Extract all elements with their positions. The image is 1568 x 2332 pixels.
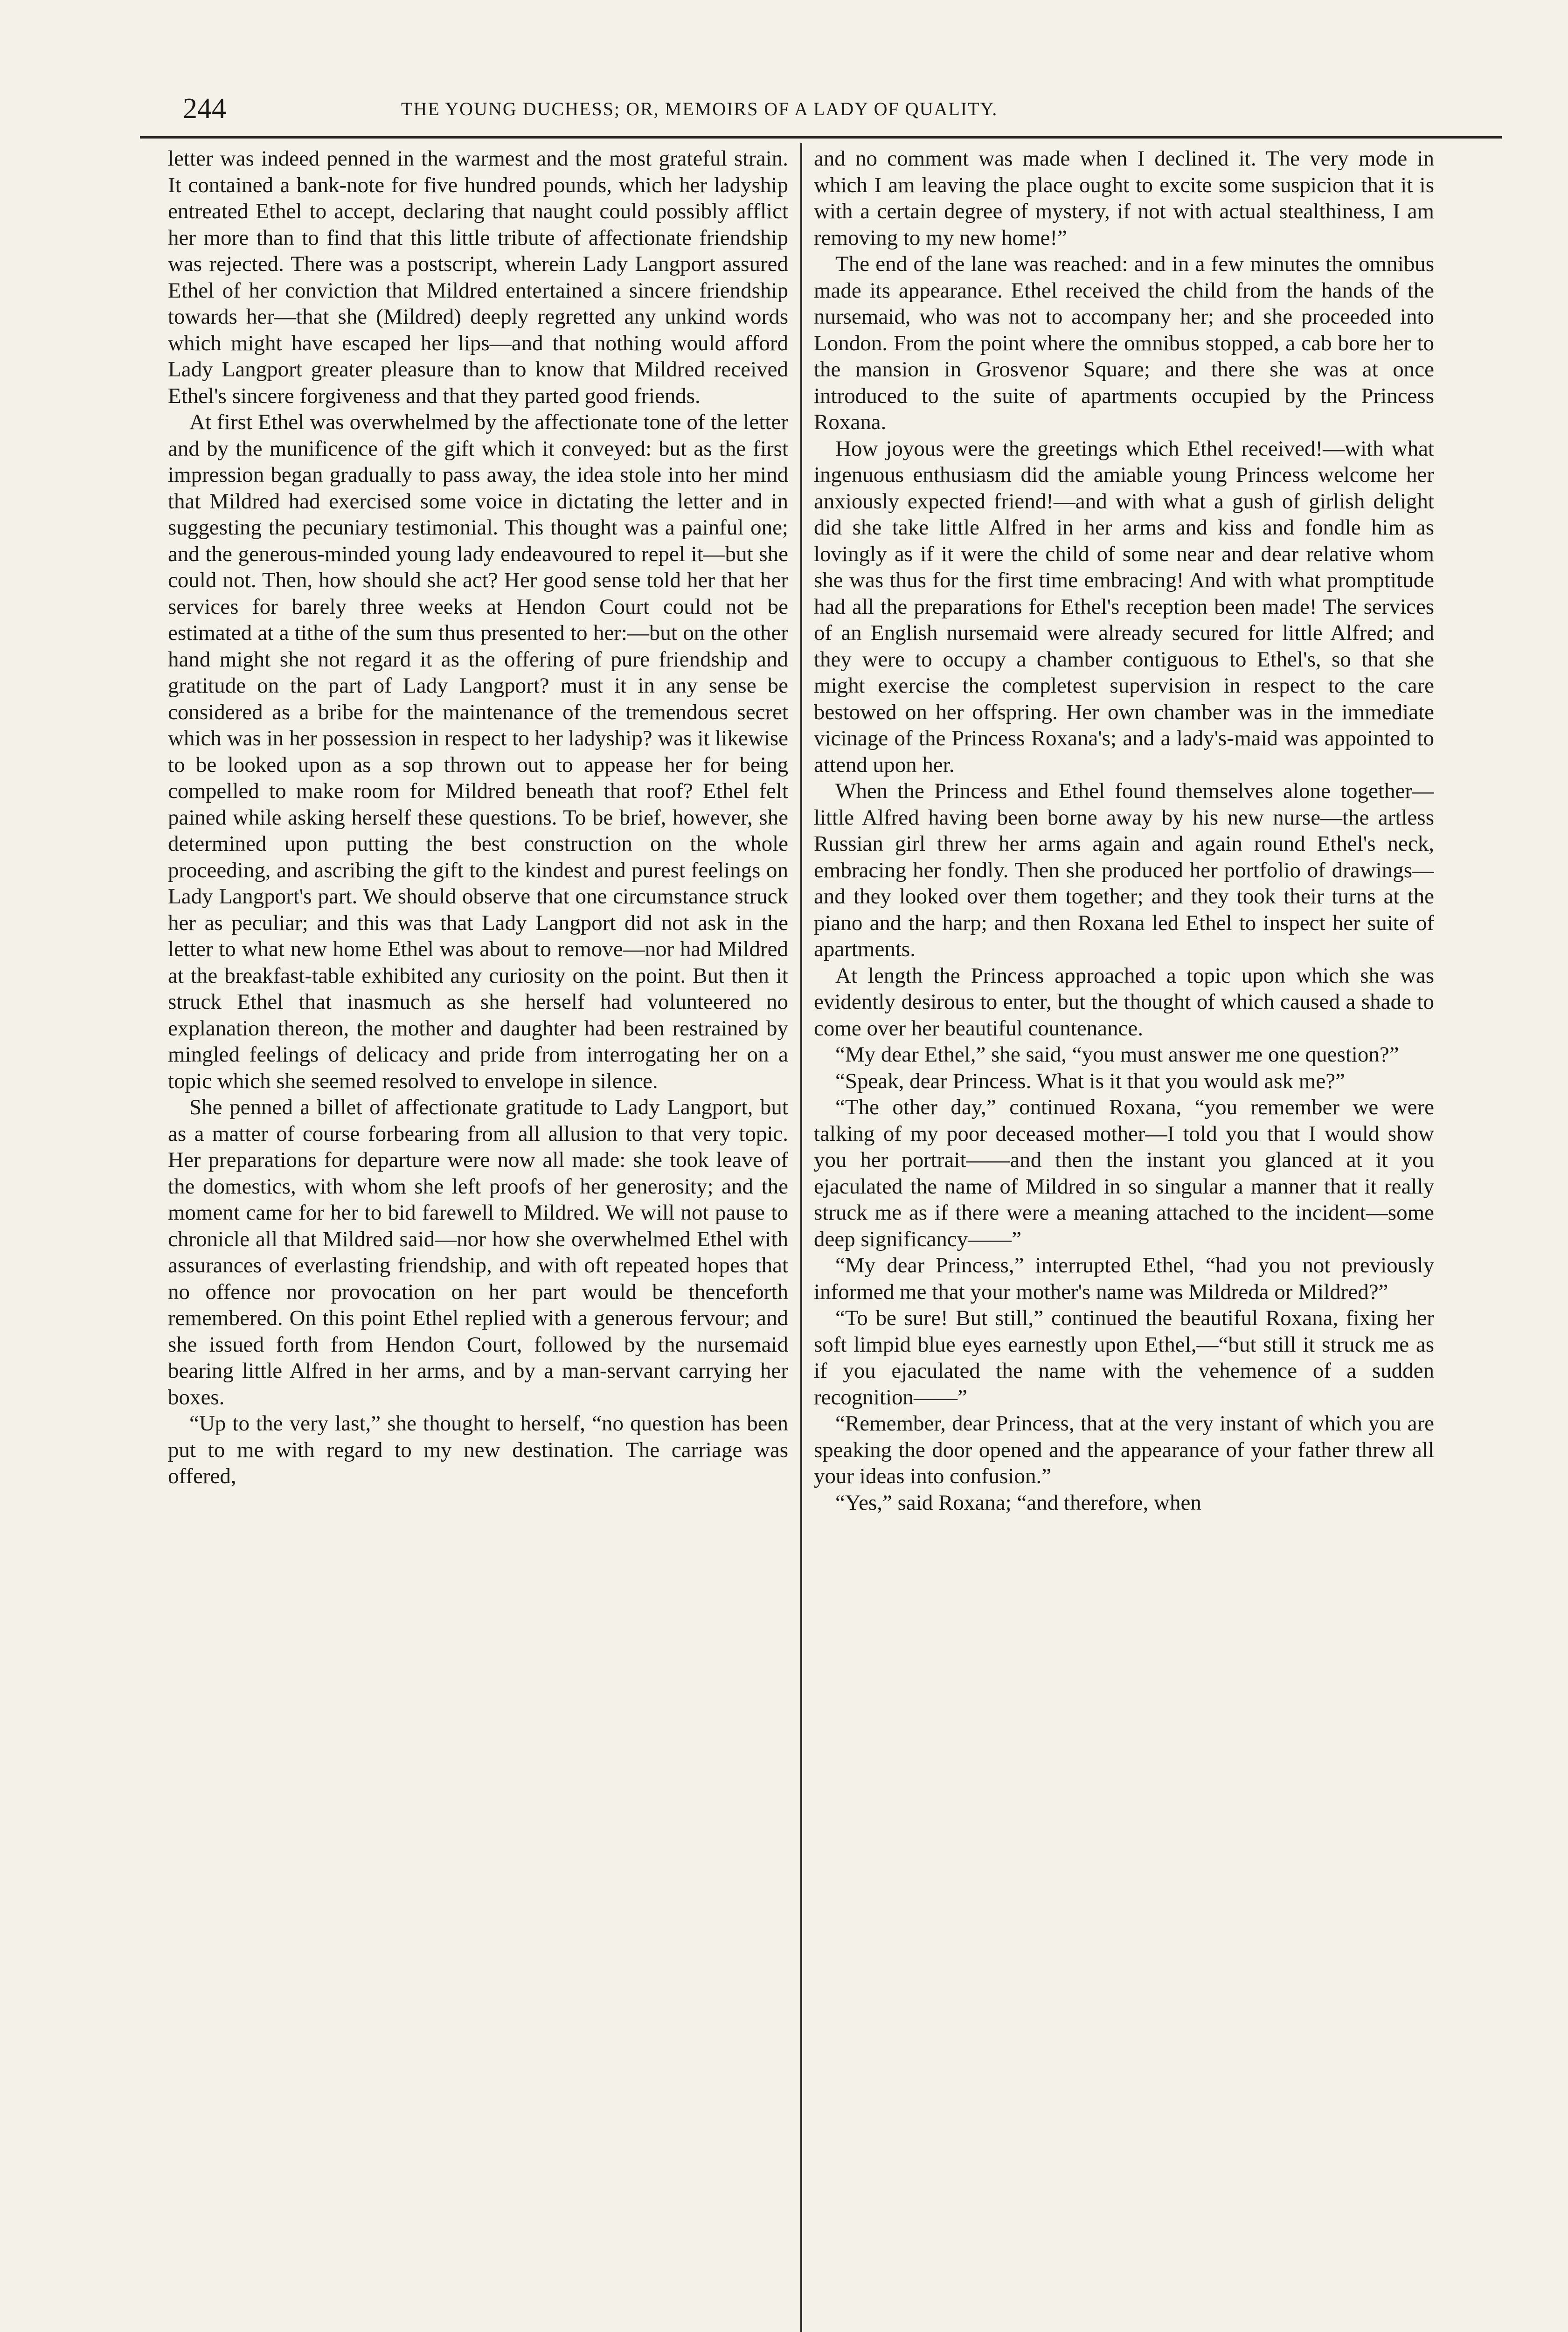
column-divider bbox=[800, 143, 802, 2332]
paragraph: At length the Princess approached a topic upon which she was evidently desirous to enter, but the thought of which caused a shade to come over her beautiful countenance. bbox=[814, 963, 1434, 1041]
paragraph: When the Princess and Ethel found themselves alone together—little Alfred having been borne away by his new nurse—the artless Russian girl threw her arms again and again round Ethel's neck, embracing her fondly. Then she produced her portfolio of drawings—and they looked over them together; and they took their turns at the piano and the harp; and then Roxana led Ethel to inspect her suite of apartments. bbox=[814, 779, 1434, 961]
paragraph: “My dear Princess,” interrupted Ethel, “had you not previously informed me that your mother's name was Mildreda or Mildred?” bbox=[814, 1253, 1434, 1304]
paragraph: How joyous were the greetings which Ethel received!—with what ingenuous enthusiasm did the amiable young Princess welcome her anxiously expected friend!—and with what a gush of girlish delight did she take little Alfred in her arms and kiss and fondle him as lovingly as if it were the child of some near and dear relative whom she was thus for the first time embracing! And with what promptitude had all the preparations for Ethel's reception been made! The services of an English nursemaid were already secured for little Alfred; and they were to occupy a chamber contiguous to Ethel's, so that she might exercise the completest supervision in respect to the care bestowed on her offspring. Her own chamber was in the immediate vicinage of the Princess Roxana's; and a lady's-maid was appointed to attend upon her. bbox=[814, 436, 1434, 777]
paragraph: “To be sure! But still,” continued the beautiful Roxana, fixing her soft limpid blue eyes earnestly upon Ethel,—“but still it struck me as if you ejaculated the name with the vehemence of a sudden recognition——” bbox=[814, 1306, 1434, 1409]
running-title: THE YOUNG DUCHESS; OR, MEMOIRS OF A LADY OF QUALITY. bbox=[401, 98, 998, 119]
running-header bbox=[140, 88, 1502, 134]
paragraph: “Speak, dear Princess. What is it that you would ask me?” bbox=[835, 1069, 1345, 1093]
header-rule bbox=[140, 136, 1502, 139]
paragraph: and no comment was made when I declined it. The very mode in which I am leaving the place ought to excite some suspicion that it is with a certain degree of mystery, if not with actual stealthiness, I am removing to my new home!” bbox=[814, 146, 1434, 250]
paragraph: She penned a billet of affectionate gratitude to Lady Langport, but as a matter of course forbearing from all allusion to that very topic. Her preparations for departure were now all made: she took leave of the domestics, with whom she left proofs of her generosity; and the moment came for her to bid farewell to Mildred. We will not pause to chronicle all that Mildred said—nor how she overwhelmed Ethel with assurances of everlasting friendship, and with oft repeated hopes that no offence nor provocation on her part would be thenceforth remembered. On this point Ethel replied with a generous fervour; and she issued forth from Hendon Court, followed by the nursemaid bearing little Alfred in her arms, and by a man-servant carrying her boxes. bbox=[168, 1095, 788, 1409]
paragraph: The end of the lane was reached: and in a few minutes the omnibus made its appearance. Ethel received the child from the hands of the nursemaid, who was not to accompany her; and she proceeded into London. From the point where the omnibus stopped, a cab bore her to the mansion in Grosvenor Square; and there she was at once introduced to the suite of apartments occupied by the Princess Roxana. bbox=[814, 252, 1434, 434]
paragraph: “Yes,” said Roxana; “and therefore, when bbox=[835, 1490, 1201, 1515]
right-column bbox=[814, 146, 1434, 2332]
paragraph: “My dear Ethel,” she said, “you must answer me one question?” bbox=[835, 1042, 1399, 1067]
paragraph: “Remember, dear Princess, that at the very instant of which you are speaking the door opened and the appearance of your father threw all your ideas into confusion.” bbox=[814, 1411, 1434, 1488]
paragraph: “Up to the very last,” she thought to herself, “no question has been put to me with regard to my new destination. The carriage was offered, bbox=[168, 1411, 788, 1488]
paragraph: At first Ethel was overwhelmed by the affectionate tone of the letter and by the munificence of the gift which it conveyed: but as the first impression began gradually to pass away, the idea stole into her mind that Mildred had exercised some voice in dictating the letter and in suggesting the pecuniary testimonial. This thought was a painful one; and the generous-minded young lady endeavoured to repel it—but she could not. Then, how should she act? Her good sense told her that her services for barely three weeks at Hendon Court could not be estimated at a tithe of the sum thus presented to her:—but on the other hand might she not regard it as the offering of pure friendship and gratitude on the part of Lady Langport? must it in any sense be considered as a bribe for the maintenance of the tremendous secret which was in her possession in respect to her ladyship? was it likewise to be looked upon as a sop thrown out to appease her for being compelled to make room for Mildred beneath that roof? Ethel felt pained while asking herself these questions. To be brief, however, she determined upon putting the best construction on the whole proceeding, and ascribing the gift to the kindest and purest feelings on Lady Langport's part. We should observe that one circumstance struck her as peculiar; and this was that Lady Langport did not ask in the letter to what new home Ethel was about to remove—nor had Mildred at the breakfast-table exhibited any curiosity on the point. But then it struck Ethel that inasmuch as she herself had volunteered no explanation thereon, the mother and daughter had been restrained by mingled feelings of delicacy and pride from interrogating her on a topic which she seemed resolved to envelope in silence. bbox=[168, 410, 788, 1093]
page-number: 244 bbox=[183, 93, 226, 125]
paragraph: letter was indeed penned in the warmest and the most grateful strain. It contained a bank-note for five hundred pounds, which her ladyship entreated Ethel to accept, declaring that naught could possibly afflict her more than to find that this little tribute of affectionate friendship was rejected. There was a postscript, wherein Lady Langport assured Ethel of her conviction that Mildred entertained a sincere friendship towards her—that she (Mildred) deeply regretted any unkind words which might have escaped her lips—and that nothing would afford Lady Langport greater pleasure than to know that Mildred received Ethel's sincere forgiveness and that they parted good friends. bbox=[168, 146, 788, 408]
left-column bbox=[168, 146, 788, 2332]
paragraph: “The other day,” continued Roxana, “you remember we were talking of my poor deceased mother—I told you that I would show you her portrait——and then the instant you glanced at it you ejaculated the name of Mildred in so singular a manner that it really struck me as if there were a meaning attached to the incident—some deep significancy——” bbox=[814, 1095, 1434, 1251]
